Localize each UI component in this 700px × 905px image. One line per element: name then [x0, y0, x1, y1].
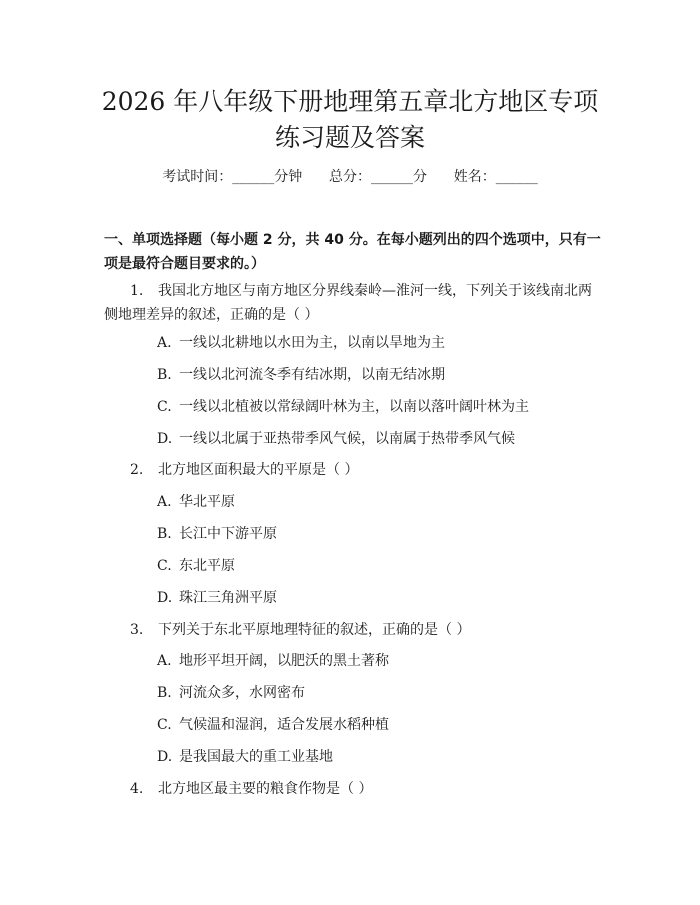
option-letter: A. — [157, 653, 172, 669]
question-stem: 北方地区面积最大的平原是（ ） — [158, 462, 359, 478]
question-3 — [104, 618, 604, 642]
option-3b — [157, 683, 305, 703]
option-2c — [157, 556, 235, 576]
option-letter: A. — [157, 335, 172, 351]
option-text: 一线以北河流冬季有结冰期，以南无结冰期 — [179, 367, 445, 383]
document-title-line2: 练习题及答案 — [274, 123, 425, 152]
document-title-line1: 2026 年八年级下册地理第五章北方地区专项 — [101, 87, 599, 116]
option-letter: C. — [157, 399, 172, 415]
option-1b — [157, 365, 445, 385]
question-number: 3. — [130, 622, 144, 638]
option-letter: D. — [157, 590, 173, 606]
option-text: 一线以北属于亚热带季风气候，以南属于热带季风气候 — [179, 431, 515, 447]
question-number: 1. — [130, 283, 144, 299]
option-letter: B. — [157, 526, 172, 542]
option-text: 珠江三角洲平原 — [179, 590, 277, 606]
question-number: 2. — [130, 462, 144, 478]
option-text: 东北平原 — [179, 558, 235, 574]
question-stem: 北方地区最主要的粮食作物是（ ） — [158, 781, 373, 797]
option-letter: C. — [157, 558, 172, 574]
option-letter: D. — [157, 431, 173, 447]
option-2a — [157, 492, 235, 512]
option-3a — [157, 651, 389, 671]
option-text: 一线以北植被以常绿阔叶林为主，以南以落叶阔叶林为主 — [179, 399, 529, 415]
option-letter: A. — [157, 494, 172, 510]
option-2d — [157, 588, 277, 608]
option-letter: B. — [157, 685, 172, 701]
question-2 — [104, 458, 604, 482]
section-heading: 一、单项选择题（每小题 2 分，共 40 分。在每小题列出的四个选项中，只有一项是最符合题目要求的。） — [104, 232, 601, 272]
option-2b — [157, 524, 277, 544]
question-stem: 下列关于东北平原地理特征的叙述，正确的是（ ） — [158, 622, 471, 638]
question-number: 4. — [130, 781, 144, 797]
option-1c — [157, 397, 529, 417]
option-letter: D. — [157, 749, 173, 765]
exam-info: 考试时间：______分钟 总分：______分 姓名：______ — [162, 169, 538, 185]
question-1 — [104, 279, 604, 327]
option-text: 一线以北耕地以水田为主，以南以旱地为主 — [179, 335, 445, 351]
question-4 — [104, 777, 604, 801]
option-3d — [157, 747, 333, 767]
option-text: 地形平坦开阔，以肥沃的黑土著称 — [179, 653, 389, 669]
option-1a — [157, 333, 445, 353]
option-1d — [157, 429, 515, 449]
option-3c — [157, 715, 389, 735]
option-letter: B. — [157, 367, 172, 383]
option-text: 华北平原 — [179, 494, 235, 510]
option-text: 是我国最大的重工业基地 — [179, 749, 333, 765]
option-text: 气候温和湿润，适合发展水稻种植 — [179, 717, 389, 733]
question-stem: 我国北方地区与南方地区分界线秦岭—淮河一线，下列关于该线南北两侧地理差异的叙述，正确的是（ ） — [104, 283, 592, 323]
option-letter: C. — [157, 717, 172, 733]
option-text: 河流众多，水网密布 — [179, 685, 305, 701]
option-text: 长江中下游平原 — [179, 526, 277, 542]
